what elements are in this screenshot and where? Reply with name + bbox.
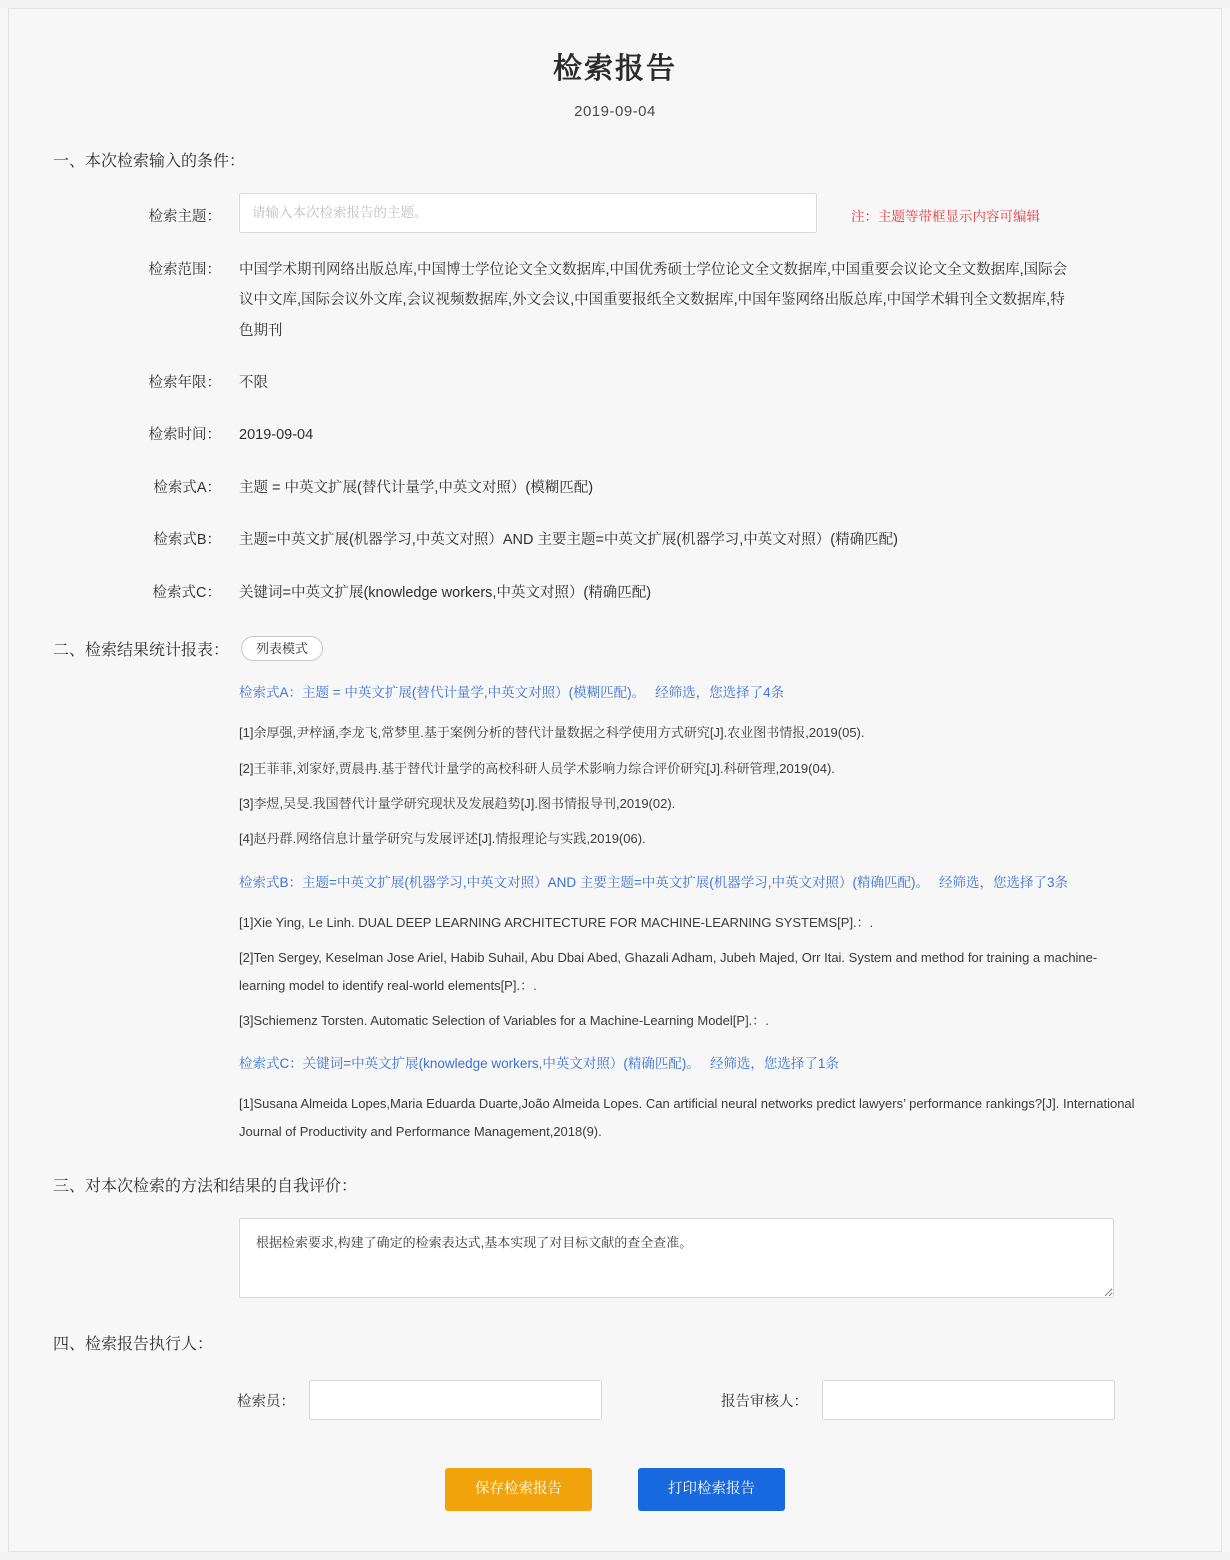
condition-row-expr-c — [49, 578, 1181, 608]
result-a-label: 检索式A： — [239, 685, 303, 701]
conditions-block — [49, 193, 1181, 609]
section-one-heading — [49, 148, 1181, 171]
list-mode-toggle[interactable]: 列表模式 — [241, 636, 323, 661]
executor-row — [49, 1380, 1181, 1420]
reviewer-field — [712, 1380, 1115, 1420]
self-evaluation-textarea[interactable] — [239, 1218, 1114, 1298]
time-label: 检索时间： — [148, 427, 221, 444]
result-b-count: 经筛选，您选择了3条 — [939, 874, 1069, 890]
list-item: [2]王菲菲,刘家妤,贾晨冉.基于替代计量学的高校科研人员学术影响力综合评价研究[J].科研管理,2019(04). — [239, 760, 835, 776]
list-item: [3]Schiemenz Torsten. Automatic Selection of Variables for a Machine-Learning Model[P].：. — [239, 1012, 769, 1028]
result-a-count: 经筛选，您选择了4条 — [655, 685, 785, 701]
result-b-expr: 主题=中英文扩展(机器学习,中英文对照）AND 主要主题=中英文扩展(机器学习,中英文对照）(精确匹配)。 — [302, 874, 930, 890]
topic-input-row — [239, 193, 1040, 233]
condition-row-time — [49, 420, 1181, 450]
expr-a-value: 主题 = 中英文扩展(替代计量学,中英文对照）(模糊匹配) — [239, 479, 594, 496]
list-item: [2]Ten Sergey, Keselman Jose Ariel, Habib Suhail, Abu Dbai Abed, Ghazali Adham, Jubeh Majed, Orr Itai. System and method for training a machine-learning model to identify real-world elements[P].：. — [239, 950, 1098, 993]
section-two-label: 二、检索结果统计报表： — [53, 642, 230, 660]
save-report-button[interactable]: 保存检索报告 — [445, 1468, 592, 1511]
result-group-heading-b — [239, 871, 1181, 895]
result-b-label: 检索式B： — [239, 874, 303, 890]
condition-row-topic — [49, 193, 1181, 233]
expr-b-label: 检索式B： — [153, 532, 221, 549]
results-list — [49, 681, 1181, 1145]
scope-value: 中国学术期刊网络出版总库,中国博士学位论文全文数据库,中国优秀硕士学位论文全文数据库,中国重要会议论文全文数据库,国际会议中文库,国际会议外文库,会议视频数据库,外文会议,中国重要报纸全文数据库,中国年鉴网络出版总库,中国学术辑刊全文数据库,特色期刊 — [239, 261, 1068, 339]
search-topic-input[interactable] — [239, 193, 817, 233]
expr-a-label: 检索式A： — [153, 479, 221, 496]
list-item: [4]赵丹群.网络信息计量学研究与发展评述[J].情报理论与实践,2019(06). — [239, 831, 646, 847]
section-four-heading — [49, 1331, 1181, 1354]
reviewer-label: 报告审核人： — [721, 1393, 808, 1410]
years-value: 不限 — [239, 375, 268, 391]
print-report-button[interactable]: 打印检索报告 — [638, 1468, 785, 1511]
list-item: [1]Susana Almeida Lopes,Maria Eduarda Duarte,João Almeida Lopes. Can artificial neural networks predict lawyers’ performance rankings?[J]. International Journal of Productivity and Performance Management,2018(9). — [239, 1096, 1135, 1139]
searcher-field — [199, 1380, 602, 1420]
editable-note: 注：主题等带框显示内容可编辑 — [851, 208, 1040, 224]
section-three-heading — [49, 1173, 1181, 1196]
expr-c-value: 关键词=中英文扩展(knowledge workers,中英文对照）(精确匹配) — [239, 584, 652, 601]
result-c-label: 检索式C： — [239, 1056, 303, 1072]
searcher-input[interactable] — [309, 1380, 602, 1420]
action-buttons — [49, 1468, 1181, 1511]
list-item: [1]余厚强,尹梓涵,李龙飞,常梦里.基于案例分析的替代计量数据之科学使用方式研究[J].农业图书情报,2019(05). — [239, 725, 865, 741]
expr-b-value: 主题=中英文扩展(机器学习,中英文对照）AND 主要主题=中英文扩展(机器学习,中英文对照）(精确匹配) — [239, 532, 898, 549]
list-item: [3]李煜,吴旻.我国替代计量学研究现状及发展趋势[J].图书情报导刊,2019(02). — [239, 796, 676, 812]
result-c-count: 经筛选，您选择了1条 — [709, 1056, 839, 1072]
condition-row-expr-a — [49, 473, 1181, 503]
result-group-heading-c — [239, 1052, 1181, 1076]
report-sheet — [8, 8, 1222, 1552]
self-evaluation-wrap — [49, 1218, 1181, 1303]
section-three-label: 三、对本次检索的方法和结果的自我评价： — [53, 1178, 358, 1196]
expr-c-label: 检索式C： — [152, 584, 221, 601]
section-one-label: 一、本次检索输入的条件： — [53, 152, 246, 170]
time-value: 2019-09-04 — [239, 427, 314, 444]
result-a-expr: 主题 = 中英文扩展(替代计量学,中英文对照）(模糊匹配)。 — [302, 685, 646, 701]
page-title: 检索报告 — [552, 53, 677, 85]
result-group-heading-a — [239, 681, 1181, 705]
searcher-label: 检索员： — [237, 1393, 295, 1410]
years-label: 检索年限： — [148, 375, 221, 391]
report-date: 2019-09-04 — [574, 102, 656, 120]
condition-row-years — [49, 368, 1181, 398]
report-page — [0, 8, 1230, 1552]
scope-label: 检索范围： — [148, 261, 221, 278]
condition-row-scope — [49, 255, 1181, 346]
reviewer-input[interactable] — [822, 1380, 1115, 1420]
result-c-expr: 关键词=中英文扩展(knowledge workers,中英文对照）(精确匹配)。 — [302, 1056, 700, 1072]
condition-row-expr-b — [49, 525, 1181, 555]
section-two-heading — [49, 636, 1181, 661]
section-four-label: 四、检索报告执行人： — [53, 1336, 214, 1354]
topic-label: 检索主题： — [148, 208, 221, 225]
list-item: [1]Xie Ying, Le Linh. DUAL DEEP LEARNING ARCHITECTURE FOR MACHINE-LEARNING SYSTEMS[P].：. — [239, 914, 874, 930]
